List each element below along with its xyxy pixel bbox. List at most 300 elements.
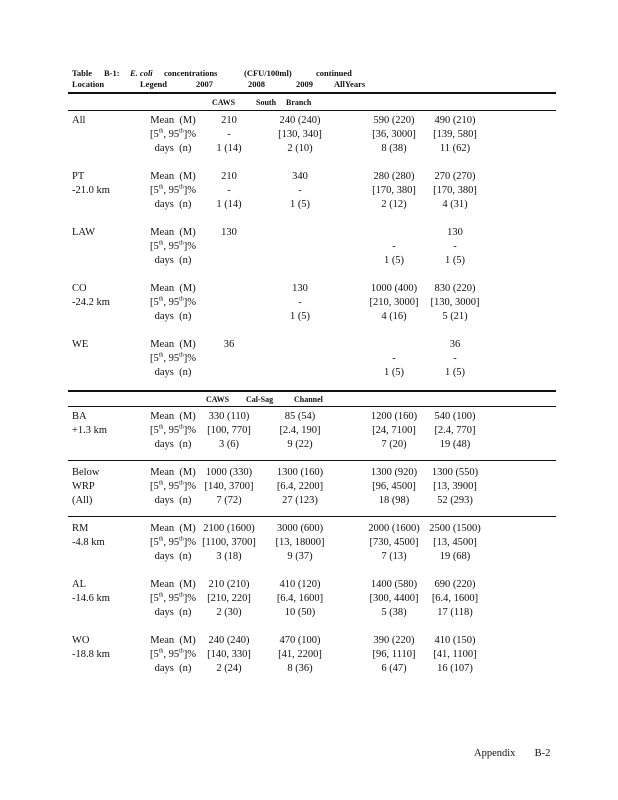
value-line: 19 (48) bbox=[439, 439, 471, 450]
value-line: [130, 3000] bbox=[430, 297, 480, 308]
legend-mean-symbol: (M) bbox=[179, 171, 196, 182]
value-line: [13, 3900] bbox=[433, 481, 477, 492]
value-line: 410 (120) bbox=[279, 579, 321, 590]
value-line: 3000 (600) bbox=[276, 523, 324, 534]
value-cell bbox=[265, 282, 335, 324]
legend-sup: th bbox=[158, 480, 164, 487]
legend-mean-symbol: (M) bbox=[179, 283, 196, 294]
table-label: Table bbox=[72, 68, 93, 78]
value-cell bbox=[420, 634, 490, 676]
legend-days-symbol: (n) bbox=[179, 311, 192, 322]
value-line: 1 (5) bbox=[444, 255, 466, 266]
value-line: 1 (5) bbox=[289, 199, 311, 210]
value-line bbox=[194, 366, 264, 380]
value-line: 1300 (160) bbox=[276, 467, 324, 478]
legend-mean-label: Mean bbox=[150, 579, 175, 590]
legend-days-symbol: (n) bbox=[179, 551, 192, 562]
value-cell bbox=[420, 114, 490, 156]
value-cell bbox=[359, 522, 429, 564]
legend-sup: th bbox=[158, 352, 164, 359]
header-rule bbox=[68, 92, 556, 94]
location-cell bbox=[72, 634, 132, 662]
table-number: B-1: bbox=[104, 68, 120, 78]
legend-days-label: days bbox=[154, 607, 174, 618]
location-line: PT bbox=[72, 171, 85, 182]
legend-pct-mid: , 95 bbox=[163, 593, 180, 604]
value-line: 590 (220) bbox=[373, 115, 415, 126]
legend-days-symbol: (n) bbox=[179, 143, 192, 154]
location-line: BA bbox=[72, 411, 87, 422]
legend-pct-close: ]% bbox=[183, 241, 197, 252]
legend-pct-mid: , 95 bbox=[163, 241, 180, 252]
section-title bbox=[68, 395, 556, 405]
value-cell bbox=[265, 410, 335, 452]
legend-days-symbol: (n) bbox=[179, 367, 192, 378]
value-cell bbox=[420, 410, 490, 452]
legend-mean-label: Mean bbox=[150, 115, 175, 126]
legend-pct-close: ]% bbox=[183, 649, 197, 660]
section-title-word: Branch bbox=[286, 98, 312, 107]
value-line: - bbox=[392, 241, 396, 252]
legend-days-label: days bbox=[154, 663, 174, 674]
legend-sup: th bbox=[158, 536, 164, 543]
legend-sup: th bbox=[179, 592, 184, 599]
value-line: - bbox=[298, 297, 302, 308]
value-line: [24, 7100] bbox=[372, 425, 416, 436]
legend-pct-open: [5 bbox=[149, 185, 159, 196]
section-title-word: Channel bbox=[294, 395, 323, 404]
value-line: 270 (270) bbox=[434, 171, 476, 182]
value-cell bbox=[265, 634, 335, 676]
legend-sup: th bbox=[158, 592, 164, 599]
value-cell bbox=[420, 338, 490, 380]
legend-pct-mid: , 95 bbox=[163, 297, 180, 308]
legend-sup: th bbox=[179, 184, 184, 191]
legend-sup: th bbox=[158, 240, 164, 247]
value-line: 1 (5) bbox=[383, 367, 405, 378]
value-line bbox=[194, 310, 264, 324]
value-cell bbox=[265, 226, 335, 268]
value-line bbox=[265, 254, 335, 268]
value-line: 210 bbox=[221, 171, 237, 182]
section-end-rule bbox=[68, 390, 556, 392]
value-cell bbox=[194, 282, 264, 324]
value-line: 4 (16) bbox=[381, 311, 407, 322]
value-cell bbox=[194, 466, 264, 508]
value-cell bbox=[194, 634, 264, 676]
value-cell bbox=[265, 338, 335, 380]
value-cell bbox=[265, 170, 335, 212]
value-line: 540 (100) bbox=[434, 411, 476, 422]
value-cell bbox=[359, 226, 429, 268]
legend-pct-mid: , 95 bbox=[163, 425, 180, 436]
value-cell bbox=[265, 522, 335, 564]
legend-days-label: days bbox=[154, 439, 174, 450]
legend-sup: th bbox=[158, 128, 164, 135]
legend-days-symbol: (n) bbox=[179, 199, 192, 210]
legend-mean-symbol: (M) bbox=[179, 635, 196, 646]
location-cell bbox=[72, 282, 132, 310]
location-line: Below bbox=[72, 467, 100, 478]
value-line: 7 (72) bbox=[216, 495, 242, 506]
legend-mean-symbol: (M) bbox=[179, 339, 196, 350]
legend-pct-open: [5 bbox=[149, 297, 159, 308]
value-line: - bbox=[453, 353, 457, 364]
location-line: -24.2 km bbox=[72, 297, 110, 308]
value-line: 36 bbox=[449, 339, 461, 350]
value-line: 1 (14) bbox=[216, 199, 242, 210]
value-line: 85 (54) bbox=[284, 411, 316, 422]
location-cell bbox=[72, 578, 132, 606]
legend-mean-symbol: (M) bbox=[179, 467, 196, 478]
value-line: [210, 3000] bbox=[369, 297, 419, 308]
legend-pct-close: ]% bbox=[183, 353, 197, 364]
value-line: 1200 (160) bbox=[370, 411, 418, 422]
value-cell bbox=[420, 466, 490, 508]
location-line: -21.0 km bbox=[72, 185, 110, 196]
value-cell bbox=[420, 522, 490, 564]
value-line: 1 (5) bbox=[444, 367, 466, 378]
value-line: 330 (110) bbox=[208, 411, 250, 422]
legend-pct-mid: , 95 bbox=[163, 649, 180, 660]
legend-days-symbol: (n) bbox=[179, 663, 192, 674]
location-cell bbox=[72, 466, 132, 508]
legend-days-symbol: (n) bbox=[179, 439, 192, 450]
value-line: 5 (38) bbox=[381, 607, 407, 618]
value-line: [730, 4500] bbox=[369, 537, 419, 548]
value-line: [41, 1100] bbox=[433, 649, 477, 660]
value-cell bbox=[194, 338, 264, 380]
legend-pct-close: ]% bbox=[183, 185, 197, 196]
value-line: [36, 3000] bbox=[372, 129, 416, 140]
value-cell bbox=[359, 114, 429, 156]
location-line: LAW bbox=[72, 227, 96, 238]
value-line: [130, 340] bbox=[278, 129, 322, 140]
location-line: -4.8 km bbox=[72, 537, 105, 548]
value-line: [2.4, 190] bbox=[279, 425, 321, 436]
value-line: 830 (220) bbox=[434, 283, 476, 294]
legend-mean-label: Mean bbox=[150, 283, 175, 294]
group-rule bbox=[68, 516, 556, 517]
legend-mean-label: Mean bbox=[150, 227, 175, 238]
value-cell bbox=[420, 578, 490, 620]
legend-pct-open: [5 bbox=[149, 593, 159, 604]
value-line: [140, 3700] bbox=[204, 481, 254, 492]
value-line bbox=[194, 254, 264, 268]
organism-name: E. coli bbox=[130, 68, 153, 78]
value-line: 8 (38) bbox=[381, 143, 407, 154]
legend-pct-close: ]% bbox=[183, 297, 197, 308]
value-cell bbox=[359, 634, 429, 676]
location-cell bbox=[72, 226, 132, 240]
value-line: 1 (14) bbox=[216, 143, 242, 154]
legend-sup: th bbox=[179, 128, 184, 135]
value-line: 8 (36) bbox=[287, 663, 313, 674]
legend-pct-close: ]% bbox=[183, 129, 197, 140]
legend-mean-symbol: (M) bbox=[179, 411, 196, 422]
value-line: 1000 (400) bbox=[370, 283, 418, 294]
value-line: 390 (220) bbox=[373, 635, 415, 646]
value-line: [170, 380] bbox=[433, 185, 477, 196]
legend-mean-label: Mean bbox=[150, 339, 175, 350]
all-years-header: AllYears bbox=[334, 79, 366, 89]
value-line bbox=[359, 226, 429, 240]
legend-sup: th bbox=[179, 240, 184, 247]
location-line: -14.6 km bbox=[72, 593, 110, 604]
legend-days-symbol: (n) bbox=[179, 607, 192, 618]
value-line: 240 (240) bbox=[279, 115, 321, 126]
value-line: 2100 (1600) bbox=[203, 523, 255, 534]
location-line: CO bbox=[72, 283, 87, 294]
value-line: 9 (37) bbox=[287, 551, 313, 562]
value-line: 16 (107) bbox=[437, 663, 473, 674]
value-line bbox=[265, 226, 335, 240]
location-line: AL bbox=[72, 579, 86, 590]
value-line: 490 (210) bbox=[434, 115, 476, 126]
value-line bbox=[265, 240, 335, 254]
section-rule bbox=[68, 406, 556, 407]
value-line: [41, 2200] bbox=[278, 649, 322, 660]
legend-pct-close: ]% bbox=[183, 537, 197, 548]
legend-pct-open: [5 bbox=[149, 241, 159, 252]
value-line: 340 bbox=[292, 171, 308, 182]
value-line: [6.4, 2200] bbox=[276, 481, 324, 492]
value-line: 36 bbox=[223, 339, 235, 350]
page-number: B-2 bbox=[534, 748, 551, 759]
value-cell bbox=[194, 578, 264, 620]
value-line: 210 (210) bbox=[208, 579, 250, 590]
value-line: 52 (293) bbox=[437, 495, 473, 506]
units-label: (CFU/100ml) bbox=[244, 68, 292, 78]
value-line bbox=[194, 282, 264, 296]
value-cell bbox=[420, 170, 490, 212]
value-line bbox=[265, 352, 335, 366]
legend-pct-open: [5 bbox=[149, 481, 159, 492]
value-line: 7 (20) bbox=[381, 439, 407, 450]
value-line: 1 (5) bbox=[289, 311, 311, 322]
value-cell bbox=[359, 170, 429, 212]
legend-mean-label: Mean bbox=[150, 171, 175, 182]
legend-sup: th bbox=[158, 648, 164, 655]
section-rule bbox=[68, 110, 556, 111]
legend-pct-close: ]% bbox=[183, 593, 197, 604]
value-cell bbox=[194, 226, 264, 268]
value-line: [6.4, 1600] bbox=[431, 593, 479, 604]
legend-days-symbol: (n) bbox=[179, 255, 192, 266]
legend-column-header: Legend bbox=[140, 79, 167, 89]
legend-days-label: days bbox=[154, 199, 174, 210]
continued-label: continued bbox=[316, 68, 352, 78]
legend-days-label: days bbox=[154, 551, 174, 562]
value-cell bbox=[359, 282, 429, 324]
value-line: 6 (47) bbox=[381, 663, 407, 674]
page-footer bbox=[474, 748, 550, 759]
value-line: [100, 770] bbox=[207, 425, 251, 436]
value-line bbox=[359, 338, 429, 352]
legend-sup: th bbox=[179, 352, 184, 359]
location-line: WE bbox=[72, 339, 89, 350]
location-line: +1.3 km bbox=[72, 425, 108, 436]
section-title bbox=[68, 98, 556, 108]
section-title-word: South bbox=[256, 98, 277, 107]
legend-mean-symbol: (M) bbox=[179, 227, 196, 238]
value-cell bbox=[359, 578, 429, 620]
year-2009-header: 2009 bbox=[296, 79, 313, 89]
value-line bbox=[265, 366, 335, 380]
value-line: 3 (18) bbox=[216, 551, 242, 562]
value-line: [139, 580] bbox=[433, 129, 477, 140]
value-line: 130 bbox=[292, 283, 308, 294]
legend-days-label: days bbox=[154, 255, 174, 266]
legend-sup: th bbox=[158, 296, 164, 303]
value-line: - bbox=[298, 185, 302, 196]
value-cell bbox=[194, 114, 264, 156]
year-2007-header: 2007 bbox=[196, 79, 213, 89]
value-line: 11 (62) bbox=[439, 143, 471, 154]
legend-mean-symbol: (M) bbox=[179, 579, 196, 590]
value-line: [96, 4500] bbox=[372, 481, 416, 492]
legend-pct-open: [5 bbox=[149, 129, 159, 140]
legend-mean-label: Mean bbox=[150, 411, 175, 422]
concentrations-label: concentrations bbox=[164, 68, 218, 78]
value-cell bbox=[265, 114, 335, 156]
legend-pct-mid: , 95 bbox=[163, 129, 180, 140]
value-line: 470 (100) bbox=[279, 635, 321, 646]
table-header bbox=[72, 68, 552, 90]
value-line bbox=[194, 240, 264, 254]
location-cell bbox=[72, 410, 132, 438]
legend-mean-label: Mean bbox=[150, 467, 175, 478]
value-line: - bbox=[392, 353, 396, 364]
location-column-header: Location bbox=[72, 79, 105, 89]
value-line: 1300 (550) bbox=[431, 467, 479, 478]
section-title-word: CAWS bbox=[212, 98, 236, 107]
value-line: 7 (13) bbox=[381, 551, 407, 562]
location-line: RM bbox=[72, 523, 89, 534]
value-cell bbox=[359, 338, 429, 380]
appendix-label: Appendix bbox=[474, 748, 516, 759]
value-line: [170, 380] bbox=[372, 185, 416, 196]
legend-sup: th bbox=[179, 424, 184, 431]
legend-pct-mid: , 95 bbox=[163, 481, 180, 492]
legend-pct-mid: , 95 bbox=[163, 537, 180, 548]
group-rule bbox=[68, 460, 556, 461]
value-cell bbox=[265, 578, 335, 620]
legend-mean-label: Mean bbox=[150, 523, 175, 534]
legend-mean-symbol: (M) bbox=[179, 523, 196, 534]
location-cell bbox=[72, 114, 132, 128]
value-line: [13, 4500] bbox=[433, 537, 477, 548]
legend-sup: th bbox=[179, 648, 184, 655]
value-line bbox=[194, 352, 264, 366]
value-line: 210 bbox=[221, 115, 237, 126]
value-line: 280 (280) bbox=[373, 171, 415, 182]
location-cell bbox=[72, 170, 132, 198]
legend-pct-mid: , 95 bbox=[163, 185, 180, 196]
value-line: [140, 330] bbox=[207, 649, 251, 660]
value-line: 17 (118) bbox=[437, 607, 473, 618]
location-line: (All) bbox=[72, 495, 93, 506]
legend-sup: th bbox=[158, 184, 164, 191]
value-line: [96, 1110] bbox=[372, 649, 416, 660]
value-line: [6.4, 1600] bbox=[276, 593, 324, 604]
legend-pct-open: [5 bbox=[149, 649, 159, 660]
value-line: 690 (220) bbox=[434, 579, 476, 590]
value-line: - bbox=[227, 129, 231, 140]
value-line: 2000 (1600) bbox=[368, 523, 420, 534]
value-cell bbox=[194, 170, 264, 212]
value-line: 130 bbox=[221, 227, 237, 238]
year-2008-header: 2008 bbox=[248, 79, 265, 89]
legend-sup: th bbox=[179, 296, 184, 303]
value-line: [210, 220] bbox=[207, 593, 251, 604]
legend-pct-close: ]% bbox=[183, 481, 197, 492]
legend-sup: th bbox=[158, 424, 164, 431]
value-cell bbox=[265, 466, 335, 508]
value-cell bbox=[420, 282, 490, 324]
legend-mean-label: Mean bbox=[150, 635, 175, 646]
section-title-word: CAWS bbox=[206, 395, 230, 404]
value-line: 1 (5) bbox=[383, 255, 405, 266]
value-line: [1100, 3700] bbox=[202, 537, 256, 548]
value-line: [300, 4400] bbox=[369, 593, 419, 604]
value-line: 2 (10) bbox=[287, 143, 313, 154]
value-line: 9 (22) bbox=[287, 439, 313, 450]
value-cell bbox=[359, 466, 429, 508]
value-line: 3 (6) bbox=[218, 439, 240, 450]
legend-pct-open: [5 bbox=[149, 537, 159, 548]
value-line: 27 (123) bbox=[282, 495, 318, 506]
value-line: 240 (240) bbox=[208, 635, 250, 646]
value-line: 410 (150) bbox=[434, 635, 476, 646]
value-line: 1400 (580) bbox=[370, 579, 418, 590]
value-line: 2 (30) bbox=[216, 607, 242, 618]
legend-days-label: days bbox=[154, 495, 174, 506]
value-line bbox=[194, 296, 264, 310]
value-line: - bbox=[453, 241, 457, 252]
value-line: 10 (50) bbox=[284, 607, 316, 618]
location-cell bbox=[72, 522, 132, 550]
location-line: -18.8 km bbox=[72, 649, 110, 660]
legend-sup: th bbox=[179, 536, 184, 543]
value-line: 2 (24) bbox=[216, 663, 242, 674]
value-line bbox=[265, 338, 335, 352]
value-line: - bbox=[227, 185, 231, 196]
legend-days-label: days bbox=[154, 143, 174, 154]
value-line: 130 bbox=[447, 227, 463, 238]
value-line: 18 (98) bbox=[378, 495, 410, 506]
value-cell bbox=[194, 522, 264, 564]
location-line: All bbox=[72, 115, 86, 126]
value-line: 1300 (920) bbox=[370, 467, 418, 478]
legend-days-label: days bbox=[154, 311, 174, 322]
legend-pct-close: ]% bbox=[183, 425, 197, 436]
value-line: [13, 18000] bbox=[275, 537, 325, 548]
value-cell bbox=[194, 410, 264, 452]
location-cell bbox=[72, 338, 132, 352]
section-title-word: Cal-Sag bbox=[246, 395, 274, 404]
legend-sup: th bbox=[179, 480, 184, 487]
value-line: [2.4, 770] bbox=[434, 425, 476, 436]
location-line: WO bbox=[72, 635, 90, 646]
value-line: 4 (31) bbox=[442, 199, 468, 210]
value-cell bbox=[420, 226, 490, 268]
value-line: 2 (12) bbox=[381, 199, 407, 210]
legend-mean-symbol: (M) bbox=[179, 115, 196, 126]
legend-pct-open: [5 bbox=[149, 425, 159, 436]
value-line: 1000 (330) bbox=[205, 467, 253, 478]
value-cell bbox=[359, 410, 429, 452]
